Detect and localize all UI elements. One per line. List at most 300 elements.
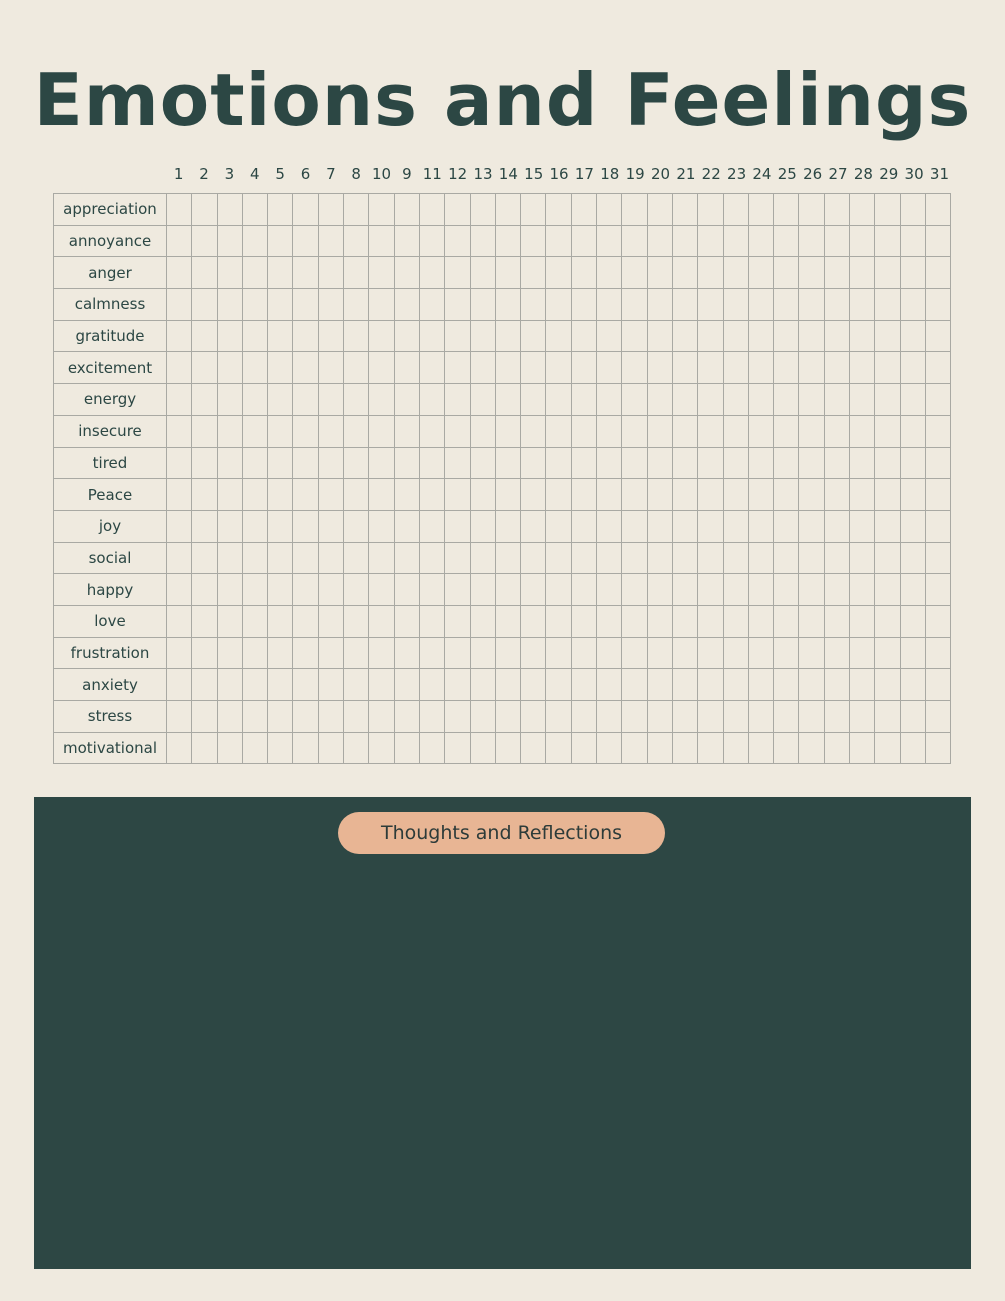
tracker-cell[interactable] bbox=[647, 384, 672, 416]
tracker-cell[interactable] bbox=[571, 605, 596, 637]
tracker-cell[interactable] bbox=[445, 320, 470, 352]
tracker-cell[interactable] bbox=[799, 415, 824, 447]
tracker-cell[interactable] bbox=[774, 479, 799, 511]
tracker-cell[interactable] bbox=[521, 542, 546, 574]
tracker-cell[interactable] bbox=[242, 574, 267, 606]
tracker-cell[interactable] bbox=[495, 542, 520, 574]
tracker-cell[interactable] bbox=[293, 352, 318, 384]
tracker-cell[interactable] bbox=[268, 669, 293, 701]
tracker-cell[interactable] bbox=[698, 637, 723, 669]
tracker-cell[interactable] bbox=[925, 669, 950, 701]
tracker-cell[interactable] bbox=[799, 384, 824, 416]
tracker-cell[interactable] bbox=[546, 637, 571, 669]
tracker-cell[interactable] bbox=[495, 415, 520, 447]
tracker-cell[interactable] bbox=[875, 574, 900, 606]
tracker-cell[interactable] bbox=[672, 574, 697, 606]
tracker-cell[interactable] bbox=[597, 384, 622, 416]
tracker-cell[interactable] bbox=[344, 384, 369, 416]
tracker-cell[interactable] bbox=[242, 701, 267, 733]
tracker-cell[interactable] bbox=[900, 415, 925, 447]
tracker-cell[interactable] bbox=[394, 447, 419, 479]
tracker-cell[interactable] bbox=[824, 701, 849, 733]
tracker-cell[interactable] bbox=[723, 447, 748, 479]
tracker-cell[interactable] bbox=[900, 352, 925, 384]
tracker-cell[interactable] bbox=[318, 637, 343, 669]
tracker-cell[interactable] bbox=[799, 542, 824, 574]
tracker-cell[interactable] bbox=[470, 574, 495, 606]
tracker-cell[interactable] bbox=[799, 637, 824, 669]
tracker-cell[interactable] bbox=[318, 320, 343, 352]
tracker-cell[interactable] bbox=[217, 415, 242, 447]
tracker-cell[interactable] bbox=[445, 510, 470, 542]
tracker-cell[interactable] bbox=[217, 479, 242, 511]
tracker-cell[interactable] bbox=[597, 257, 622, 289]
tracker-cell[interactable] bbox=[748, 447, 773, 479]
tracker-cell[interactable] bbox=[698, 574, 723, 606]
tracker-cell[interactable] bbox=[318, 479, 343, 511]
tracker-cell[interactable] bbox=[470, 225, 495, 257]
tracker-cell[interactable] bbox=[723, 669, 748, 701]
tracker-cell[interactable] bbox=[268, 510, 293, 542]
tracker-cell[interactable] bbox=[318, 542, 343, 574]
tracker-cell[interactable] bbox=[293, 194, 318, 226]
tracker-cell[interactable] bbox=[597, 447, 622, 479]
tracker-cell[interactable] bbox=[799, 289, 824, 321]
tracker-cell[interactable] bbox=[748, 542, 773, 574]
tracker-cell[interactable] bbox=[597, 194, 622, 226]
tracker-cell[interactable] bbox=[268, 289, 293, 321]
tracker-cell[interactable] bbox=[521, 605, 546, 637]
tracker-cell[interactable] bbox=[293, 669, 318, 701]
tracker-cell[interactable] bbox=[242, 225, 267, 257]
tracker-cell[interactable] bbox=[192, 669, 217, 701]
tracker-cell[interactable] bbox=[900, 479, 925, 511]
tracker-cell[interactable] bbox=[268, 194, 293, 226]
tracker-cell[interactable] bbox=[318, 732, 343, 764]
tracker-cell[interactable] bbox=[723, 194, 748, 226]
tracker-cell[interactable] bbox=[521, 415, 546, 447]
tracker-cell[interactable] bbox=[419, 669, 444, 701]
tracker-cell[interactable] bbox=[318, 415, 343, 447]
tracker-cell[interactable] bbox=[571, 257, 596, 289]
tracker-cell[interactable] bbox=[672, 637, 697, 669]
tracker-cell[interactable] bbox=[217, 257, 242, 289]
tracker-cell[interactable] bbox=[167, 225, 192, 257]
tracker-cell[interactable] bbox=[571, 574, 596, 606]
tracker-cell[interactable] bbox=[293, 732, 318, 764]
tracker-cell[interactable] bbox=[293, 574, 318, 606]
tracker-cell[interactable] bbox=[344, 637, 369, 669]
tracker-cell[interactable] bbox=[470, 415, 495, 447]
tracker-cell[interactable] bbox=[445, 574, 470, 606]
tracker-cell[interactable] bbox=[344, 605, 369, 637]
tracker-cell[interactable] bbox=[167, 574, 192, 606]
tracker-cell[interactable] bbox=[925, 605, 950, 637]
tracker-cell[interactable] bbox=[318, 574, 343, 606]
tracker-cell[interactable] bbox=[394, 415, 419, 447]
tracker-cell[interactable] bbox=[774, 289, 799, 321]
tracker-cell[interactable] bbox=[799, 225, 824, 257]
tracker-cell[interactable] bbox=[824, 415, 849, 447]
tracker-cell[interactable] bbox=[369, 669, 394, 701]
tracker-cell[interactable] bbox=[875, 257, 900, 289]
tracker-cell[interactable] bbox=[850, 542, 875, 574]
tracker-cell[interactable] bbox=[344, 225, 369, 257]
tracker-cell[interactable] bbox=[622, 574, 647, 606]
tracker-cell[interactable] bbox=[850, 510, 875, 542]
tracker-cell[interactable] bbox=[268, 479, 293, 511]
tracker-cell[interactable] bbox=[698, 479, 723, 511]
tracker-cell[interactable] bbox=[597, 701, 622, 733]
tracker-cell[interactable] bbox=[672, 479, 697, 511]
tracker-cell[interactable] bbox=[217, 447, 242, 479]
tracker-cell[interactable] bbox=[546, 257, 571, 289]
tracker-cell[interactable] bbox=[824, 194, 849, 226]
tracker-cell[interactable] bbox=[900, 225, 925, 257]
tracker-cell[interactable] bbox=[546, 732, 571, 764]
tracker-cell[interactable] bbox=[546, 194, 571, 226]
tracker-cell[interactable] bbox=[394, 732, 419, 764]
tracker-cell[interactable] bbox=[723, 320, 748, 352]
tracker-cell[interactable] bbox=[748, 289, 773, 321]
tracker-cell[interactable] bbox=[698, 732, 723, 764]
tracker-cell[interactable] bbox=[597, 732, 622, 764]
tracker-cell[interactable] bbox=[799, 257, 824, 289]
tracker-cell[interactable] bbox=[698, 669, 723, 701]
tracker-cell[interactable] bbox=[900, 194, 925, 226]
tracker-cell[interactable] bbox=[875, 352, 900, 384]
tracker-cell[interactable] bbox=[268, 637, 293, 669]
tracker-cell[interactable] bbox=[546, 542, 571, 574]
tracker-cell[interactable] bbox=[875, 225, 900, 257]
tracker-cell[interactable] bbox=[192, 574, 217, 606]
tracker-cell[interactable] bbox=[824, 669, 849, 701]
tracker-cell[interactable] bbox=[344, 510, 369, 542]
tracker-cell[interactable] bbox=[369, 542, 394, 574]
tracker-cell[interactable] bbox=[167, 479, 192, 511]
tracker-cell[interactable] bbox=[774, 732, 799, 764]
tracker-cell[interactable] bbox=[925, 447, 950, 479]
tracker-cell[interactable] bbox=[850, 637, 875, 669]
tracker-cell[interactable] bbox=[597, 415, 622, 447]
tracker-cell[interactable] bbox=[748, 669, 773, 701]
tracker-cell[interactable] bbox=[369, 194, 394, 226]
tracker-cell[interactable] bbox=[597, 510, 622, 542]
tracker-cell[interactable] bbox=[774, 669, 799, 701]
tracker-cell[interactable] bbox=[774, 352, 799, 384]
tracker-cell[interactable] bbox=[167, 447, 192, 479]
tracker-cell[interactable] bbox=[167, 732, 192, 764]
tracker-cell[interactable] bbox=[900, 669, 925, 701]
tracker-cell[interactable] bbox=[445, 479, 470, 511]
tracker-cell[interactable] bbox=[470, 605, 495, 637]
tracker-cell[interactable] bbox=[723, 510, 748, 542]
tracker-cell[interactable] bbox=[850, 701, 875, 733]
tracker-cell[interactable] bbox=[850, 669, 875, 701]
tracker-cell[interactable] bbox=[318, 225, 343, 257]
tracker-cell[interactable] bbox=[748, 701, 773, 733]
tracker-cell[interactable] bbox=[571, 701, 596, 733]
tracker-cell[interactable] bbox=[647, 574, 672, 606]
tracker-cell[interactable] bbox=[344, 320, 369, 352]
tracker-cell[interactable] bbox=[571, 194, 596, 226]
tracker-cell[interactable] bbox=[571, 415, 596, 447]
tracker-cell[interactable] bbox=[672, 289, 697, 321]
tracker-cell[interactable] bbox=[774, 384, 799, 416]
tracker-cell[interactable] bbox=[242, 320, 267, 352]
tracker-cell[interactable] bbox=[850, 574, 875, 606]
tracker-cell[interactable] bbox=[597, 637, 622, 669]
tracker-cell[interactable] bbox=[571, 479, 596, 511]
tracker-cell[interactable] bbox=[647, 415, 672, 447]
tracker-cell[interactable] bbox=[723, 542, 748, 574]
tracker-cell[interactable] bbox=[900, 447, 925, 479]
tracker-cell[interactable] bbox=[824, 637, 849, 669]
tracker-cell[interactable] bbox=[647, 447, 672, 479]
tracker-cell[interactable] bbox=[647, 352, 672, 384]
tracker-cell[interactable] bbox=[672, 732, 697, 764]
tracker-cell[interactable] bbox=[925, 510, 950, 542]
tracker-cell[interactable] bbox=[445, 701, 470, 733]
tracker-cell[interactable] bbox=[900, 605, 925, 637]
tracker-cell[interactable] bbox=[445, 352, 470, 384]
tracker-cell[interactable] bbox=[318, 447, 343, 479]
tracker-cell[interactable] bbox=[242, 447, 267, 479]
tracker-cell[interactable] bbox=[167, 194, 192, 226]
tracker-cell[interactable] bbox=[242, 194, 267, 226]
tracker-cell[interactable] bbox=[571, 352, 596, 384]
tracker-cell[interactable] bbox=[748, 257, 773, 289]
tracker-cell[interactable] bbox=[192, 352, 217, 384]
tracker-cell[interactable] bbox=[571, 510, 596, 542]
tracker-cell[interactable] bbox=[900, 384, 925, 416]
tracker-cell[interactable] bbox=[622, 415, 647, 447]
tracker-cell[interactable] bbox=[192, 542, 217, 574]
tracker-cell[interactable] bbox=[495, 669, 520, 701]
tracker-cell[interactable] bbox=[748, 352, 773, 384]
tracker-cell[interactable] bbox=[774, 637, 799, 669]
tracker-cell[interactable] bbox=[419, 732, 444, 764]
tracker-cell[interactable] bbox=[824, 574, 849, 606]
tracker-cell[interactable] bbox=[419, 605, 444, 637]
tracker-cell[interactable] bbox=[824, 732, 849, 764]
tracker-cell[interactable] bbox=[774, 574, 799, 606]
tracker-cell[interactable] bbox=[875, 320, 900, 352]
tracker-cell[interactable] bbox=[369, 415, 394, 447]
tracker-cell[interactable] bbox=[318, 384, 343, 416]
tracker-cell[interactable] bbox=[774, 447, 799, 479]
tracker-cell[interactable] bbox=[293, 225, 318, 257]
tracker-cell[interactable] bbox=[445, 669, 470, 701]
tracker-cell[interactable] bbox=[167, 289, 192, 321]
tracker-cell[interactable] bbox=[217, 669, 242, 701]
tracker-cell[interactable] bbox=[470, 479, 495, 511]
tracker-cell[interactable] bbox=[748, 605, 773, 637]
tracker-cell[interactable] bbox=[419, 415, 444, 447]
tracker-cell[interactable] bbox=[748, 415, 773, 447]
tracker-cell[interactable] bbox=[318, 289, 343, 321]
tracker-cell[interactable] bbox=[546, 701, 571, 733]
tracker-cell[interactable] bbox=[217, 352, 242, 384]
tracker-cell[interactable] bbox=[394, 574, 419, 606]
tracker-cell[interactable] bbox=[344, 352, 369, 384]
tracker-cell[interactable] bbox=[495, 194, 520, 226]
tracker-cell[interactable] bbox=[622, 320, 647, 352]
tracker-cell[interactable] bbox=[723, 289, 748, 321]
tracker-cell[interactable] bbox=[799, 605, 824, 637]
tracker-cell[interactable] bbox=[268, 320, 293, 352]
tracker-cell[interactable] bbox=[419, 479, 444, 511]
tracker-cell[interactable] bbox=[900, 510, 925, 542]
tracker-cell[interactable] bbox=[723, 701, 748, 733]
tracker-cell[interactable] bbox=[394, 510, 419, 542]
tracker-cell[interactable] bbox=[723, 479, 748, 511]
tracker-cell[interactable] bbox=[394, 637, 419, 669]
tracker-cell[interactable] bbox=[748, 225, 773, 257]
tracker-cell[interactable] bbox=[217, 542, 242, 574]
tracker-cell[interactable] bbox=[622, 637, 647, 669]
tracker-cell[interactable] bbox=[394, 669, 419, 701]
tracker-cell[interactable] bbox=[622, 701, 647, 733]
tracker-cell[interactable] bbox=[824, 352, 849, 384]
tracker-cell[interactable] bbox=[647, 320, 672, 352]
tracker-cell[interactable] bbox=[622, 732, 647, 764]
tracker-cell[interactable] bbox=[521, 447, 546, 479]
tracker-cell[interactable] bbox=[445, 257, 470, 289]
tracker-cell[interactable] bbox=[698, 384, 723, 416]
tracker-cell[interactable] bbox=[293, 447, 318, 479]
tracker-cell[interactable] bbox=[900, 574, 925, 606]
tracker-cell[interactable] bbox=[774, 510, 799, 542]
tracker-cell[interactable] bbox=[521, 289, 546, 321]
tracker-cell[interactable] bbox=[698, 352, 723, 384]
tracker-cell[interactable] bbox=[344, 194, 369, 226]
tracker-cell[interactable] bbox=[647, 732, 672, 764]
tracker-cell[interactable] bbox=[470, 637, 495, 669]
tracker-cell[interactable] bbox=[318, 669, 343, 701]
tracker-cell[interactable] bbox=[546, 415, 571, 447]
tracker-cell[interactable] bbox=[850, 732, 875, 764]
tracker-cell[interactable] bbox=[495, 289, 520, 321]
tracker-cell[interactable] bbox=[217, 732, 242, 764]
tracker-cell[interactable] bbox=[369, 384, 394, 416]
tracker-cell[interactable] bbox=[419, 574, 444, 606]
tracker-cell[interactable] bbox=[571, 732, 596, 764]
tracker-cell[interactable] bbox=[546, 384, 571, 416]
tracker-cell[interactable] bbox=[217, 510, 242, 542]
tracker-cell[interactable] bbox=[318, 510, 343, 542]
tracker-cell[interactable] bbox=[242, 415, 267, 447]
tracker-cell[interactable] bbox=[521, 701, 546, 733]
tracker-cell[interactable] bbox=[394, 320, 419, 352]
tracker-cell[interactable] bbox=[824, 479, 849, 511]
tracker-cell[interactable] bbox=[647, 510, 672, 542]
tracker-cell[interactable] bbox=[344, 542, 369, 574]
tracker-cell[interactable] bbox=[799, 701, 824, 733]
tracker-cell[interactable] bbox=[369, 352, 394, 384]
tracker-cell[interactable] bbox=[774, 542, 799, 574]
tracker-cell[interactable] bbox=[900, 289, 925, 321]
tracker-cell[interactable] bbox=[597, 574, 622, 606]
tracker-cell[interactable] bbox=[622, 605, 647, 637]
tracker-cell[interactable] bbox=[445, 194, 470, 226]
tracker-cell[interactable] bbox=[723, 384, 748, 416]
tracker-cell[interactable] bbox=[698, 194, 723, 226]
tracker-cell[interactable] bbox=[824, 289, 849, 321]
tracker-cell[interactable] bbox=[647, 669, 672, 701]
tracker-cell[interactable] bbox=[925, 257, 950, 289]
tracker-cell[interactable] bbox=[925, 320, 950, 352]
tracker-cell[interactable] bbox=[394, 257, 419, 289]
tracker-cell[interactable] bbox=[521, 320, 546, 352]
tracker-cell[interactable] bbox=[850, 605, 875, 637]
tracker-cell[interactable] bbox=[167, 257, 192, 289]
tracker-cell[interactable] bbox=[344, 732, 369, 764]
tracker-cell[interactable] bbox=[268, 257, 293, 289]
tracker-cell[interactable] bbox=[167, 637, 192, 669]
tracker-cell[interactable] bbox=[192, 194, 217, 226]
tracker-cell[interactable] bbox=[850, 225, 875, 257]
tracker-cell[interactable] bbox=[698, 257, 723, 289]
tracker-cell[interactable] bbox=[470, 384, 495, 416]
tracker-cell[interactable] bbox=[622, 352, 647, 384]
tracker-cell[interactable] bbox=[192, 257, 217, 289]
tracker-cell[interactable] bbox=[723, 574, 748, 606]
tracker-cell[interactable] bbox=[242, 257, 267, 289]
tracker-cell[interactable] bbox=[622, 669, 647, 701]
tracker-cell[interactable] bbox=[470, 701, 495, 733]
tracker-cell[interactable] bbox=[875, 732, 900, 764]
tracker-cell[interactable] bbox=[192, 289, 217, 321]
tracker-cell[interactable] bbox=[521, 637, 546, 669]
tracker-cell[interactable] bbox=[824, 384, 849, 416]
tracker-cell[interactable] bbox=[850, 257, 875, 289]
tracker-cell[interactable] bbox=[571, 542, 596, 574]
tracker-cell[interactable] bbox=[824, 605, 849, 637]
tracker-cell[interactable] bbox=[394, 479, 419, 511]
tracker-cell[interactable] bbox=[394, 194, 419, 226]
tracker-cell[interactable] bbox=[546, 352, 571, 384]
tracker-cell[interactable] bbox=[672, 194, 697, 226]
tracker-cell[interactable] bbox=[167, 542, 192, 574]
tracker-cell[interactable] bbox=[293, 637, 318, 669]
tracker-cell[interactable] bbox=[242, 605, 267, 637]
tracker-cell[interactable] bbox=[495, 732, 520, 764]
tracker-cell[interactable] bbox=[293, 479, 318, 511]
tracker-cell[interactable] bbox=[672, 257, 697, 289]
tracker-cell[interactable] bbox=[748, 574, 773, 606]
tracker-cell[interactable] bbox=[268, 701, 293, 733]
tracker-cell[interactable] bbox=[698, 289, 723, 321]
tracker-cell[interactable] bbox=[546, 574, 571, 606]
tracker-cell[interactable] bbox=[546, 447, 571, 479]
tracker-cell[interactable] bbox=[217, 194, 242, 226]
tracker-cell[interactable] bbox=[824, 447, 849, 479]
tracker-cell[interactable] bbox=[419, 447, 444, 479]
tracker-cell[interactable] bbox=[242, 384, 267, 416]
tracker-cell[interactable] bbox=[622, 542, 647, 574]
tracker-cell[interactable] bbox=[344, 289, 369, 321]
tracker-cell[interactable] bbox=[419, 542, 444, 574]
tracker-cell[interactable] bbox=[369, 574, 394, 606]
tracker-cell[interactable] bbox=[546, 320, 571, 352]
tracker-cell[interactable] bbox=[799, 732, 824, 764]
tracker-cell[interactable] bbox=[268, 415, 293, 447]
tracker-cell[interactable] bbox=[723, 415, 748, 447]
tracker-cell[interactable] bbox=[470, 669, 495, 701]
tracker-cell[interactable] bbox=[774, 320, 799, 352]
tracker-cell[interactable] bbox=[521, 732, 546, 764]
